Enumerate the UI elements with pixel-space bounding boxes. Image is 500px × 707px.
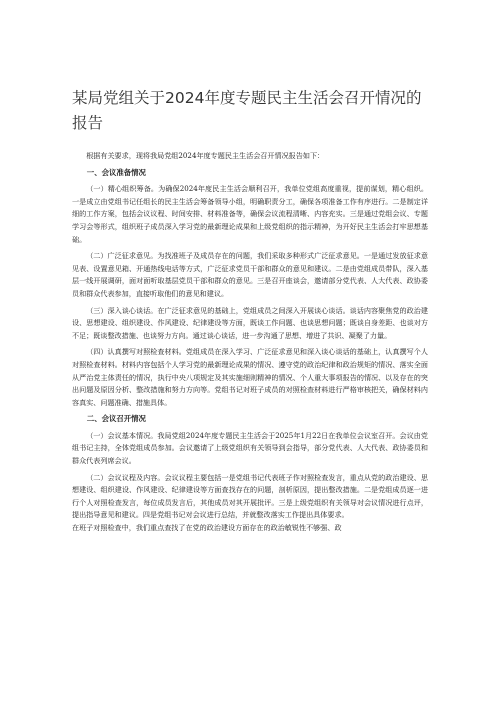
document-title: 某局党组关于2024年度专题民主生活会召开情况的报告 (72, 89, 422, 133)
paragraph: （一）精心组织筹备。为确保2024年度民主生活会顺利召开，我单位党组高度重视，提前谋划，精心组织。一是成立由党组书记任组长的民主生活会筹备领导小组，明确职责分工，确保各项准备工作有序进行。二是制定详细的工作方案，包括会议议程、时间安排、材料准备等，确保会议流程清晰、内容充实。三是通过党组会议、专题学习会等形式，组织班子成员深入学习党的最新理论成果和上级党组织的指示精神，为开好民主生活会打牢思想基础。 (72, 184, 428, 244)
section-heading: 二、会议召开情况 (86, 414, 146, 424)
paragraph: （四）认真撰写对照检查材料。党组成员在深入学习、广泛征求意见和深入谈心谈话的基础上，认真撰写个人对照检查材料。材料内容包括个人学习党的最新理论成果的情况、遵守党的政治纪律和政治规矩的情况、落实全面从严治党主体责任的情况，执行中央八项规定及其实施细则精神的情况、个人重大事项报告的情况、以及存在的突出问题及原因分析、整改措施和努力方向等。党组书记对班子成员的对照检查材料进行严格审核把关，确保材料内容真实、问题准确、措施具体。 (72, 347, 428, 407)
paragraph: 在班子对照检查中，我们重点查找了在党的政治建设方面存在的政治敏锐性不够强、政 (72, 523, 342, 533)
intro-paragraph: 根据有关要求，现将我局党组2024年度专题民主生活会召开情况报告如下： (86, 151, 325, 160)
paragraph: （三）深入谈心谈话。在广泛征求意见的基础上，党组成员之间深入开展谈心谈话。谈话内容聚焦党的政治建设、思想建设、组织建设、作风建设、纪律建设等方面，既谈工作问题、也谈思想问题；既谈自身差距、也谈对方不足；既谈整改措施、也谈努力方向。通过谈心谈话，进一步沟通了思想、增进了共识、凝聚了力量。 (72, 305, 428, 340)
section-heading: 一、会议准备情况 (86, 167, 146, 177)
paragraph: （一）会议基本情况。我局党组2024年度专题民主生活会于2025年1月22日在我单位会议室召开。会议由党组书记主持，全体党组成员参加。会议邀请了上级党组织有关领导到会指导，部分党代表、人大代表、政协委员和群众代表列席会议。 (72, 430, 428, 466)
document-body (72, 150, 428, 535)
paragraph: （二）会议议程及内容。会议议程主要包括一是党组书记代表班子作对照检查发言，重点从党的政治建设、思想建设、组织建设、作风建设、纪律建设等方面查找存在的问题，剖析原因，提出整改措施。二是党组成员逐一进行个人对照检查发言，每位成员发言后，其他成员对其开展批评。三是上级党组织有关领导对会议情况进行点评，提出指导意见和建议。四是党组书记对会议进行总结，并就整改落实工作提出具体要求。 (72, 472, 428, 520)
paragraph: （二）广泛征求意见。为找准班子及成员存在的问题，我们采取多种形式广泛征求意见。一是通过发放征求意见表、设置意见箱、开通热线电话等方式，广泛征求党员干部和群众的意见和建议。二是由党组成员带队，深入基层一线开展调研，面对面听取基层党员干部和群众的意见。三是召开座谈会，邀请部分党代表、人大代表、政协委员和群众代表参加，直接听取他们的意见和建议。 (72, 251, 428, 298)
